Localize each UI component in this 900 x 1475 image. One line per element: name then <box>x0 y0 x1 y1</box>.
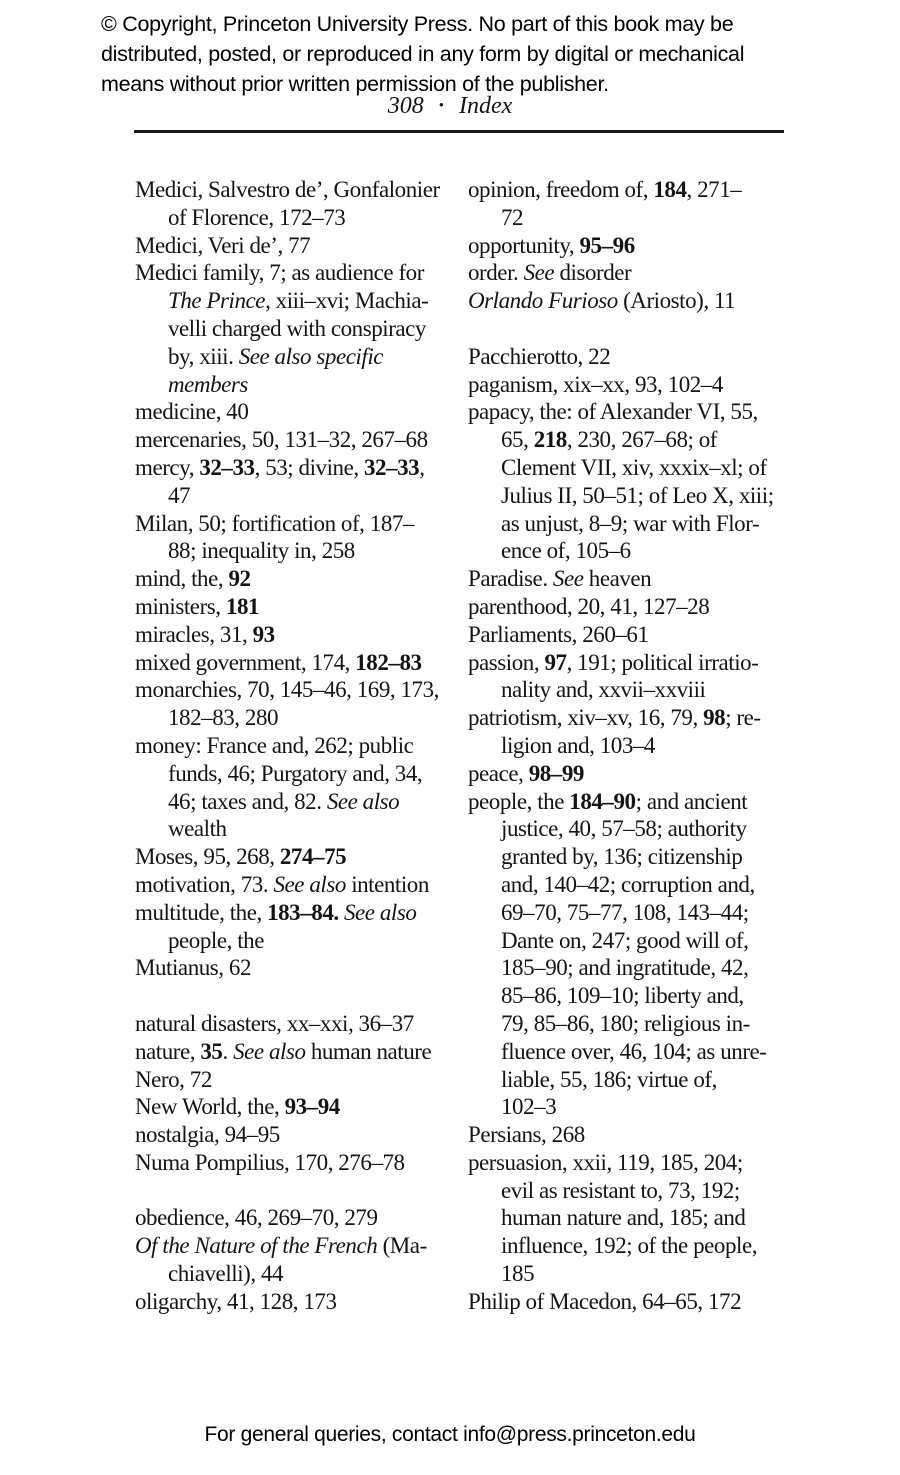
index-text-segment: Julius II, 50–51; of Leo X, xiii; <box>501 482 774 508</box>
index-text-segment: 98 <box>703 705 726 731</box>
index-line <box>468 176 808 204</box>
index-text-segment: , <box>419 454 425 480</box>
index-text-segment: See <box>523 260 555 286</box>
index-text-segment: , 53; divine, <box>254 454 364 480</box>
index-text-segment: 182–83 <box>355 649 422 675</box>
index-line <box>135 259 468 287</box>
index-line <box>468 510 808 538</box>
index-line <box>468 371 808 399</box>
index-text-segment: velli charged with conspiracy <box>168 315 426 341</box>
index-text-segment: 181 <box>225 593 260 619</box>
index-text-segment: Medici family, 7; as audience for <box>135 260 424 286</box>
index-text-segment: Orlando Furioso <box>468 288 618 314</box>
index-text-segment: mercenaries, 50, 131–32, 267–68 <box>135 427 428 453</box>
index-text-segment: patriotism, xiv–xv, 16, 79, <box>468 705 704 731</box>
index-text-segment: 93 <box>252 621 275 647</box>
index-column-left <box>135 176 468 1316</box>
index-text-segment: 102–3 <box>501 1094 557 1120</box>
index-text-segment: heaven <box>583 566 652 592</box>
index-text-segment: 79, 85–86, 180; religious in- <box>501 1010 750 1036</box>
index-line <box>468 760 808 788</box>
index-line <box>468 732 808 760</box>
index-text-segment: nality and, xxvii–xxviii <box>501 677 706 703</box>
index-text-segment: opportunity, <box>468 232 580 258</box>
index-line <box>135 899 468 927</box>
index-line <box>468 1093 808 1121</box>
index-text-segment: evil as resistant to, 73, 192; <box>501 1177 740 1203</box>
index-text-segment: human nature and, 185; and <box>501 1205 746 1231</box>
index-text-segment: . <box>222 1038 234 1064</box>
index-line <box>135 426 468 454</box>
index-text-segment: The Prince <box>168 288 266 314</box>
index-line <box>468 259 808 287</box>
index-text-segment: 184 <box>653 177 687 202</box>
index-line <box>468 1149 808 1177</box>
index-text-segment: , 191; political irratio- <box>566 649 759 675</box>
index-line <box>468 649 808 677</box>
index-text-segment: See also <box>343 899 417 925</box>
index-text-segment: wealth <box>168 816 227 842</box>
index-line <box>135 732 468 760</box>
index-text-segment: Clement VII, xiv, xxxix–xl; of <box>501 454 767 480</box>
index-line <box>468 1232 808 1260</box>
index-line <box>468 1010 808 1038</box>
index-line <box>135 204 468 232</box>
index-line <box>468 704 808 732</box>
index-line <box>135 593 468 621</box>
index-text-segment: ; re- <box>725 705 761 731</box>
index-text-segment: 184–90 <box>569 788 636 814</box>
index-text-segment: disorder <box>554 260 632 286</box>
index-line <box>135 482 468 510</box>
index-text-segment: Medici, Veri de’, 77 <box>135 232 311 258</box>
index-text-segment: Paradise. <box>468 566 553 592</box>
index-spacer <box>135 982 468 1010</box>
index-line <box>135 1204 468 1232</box>
copyright-line-2: distributed, posted, or reproduced in any form by digital or mechanical <box>101 42 745 66</box>
index-line <box>135 760 468 788</box>
index-text-segment: parenthood, 20, 41, 127–28 <box>468 593 710 619</box>
index-line <box>468 398 808 426</box>
index-text-segment: (Ma- <box>377 1233 427 1259</box>
index-text-segment: Of the Nature of the French <box>135 1233 378 1259</box>
index-text-segment: order. <box>468 260 524 286</box>
index-text-segment: of Florence, 172–73 <box>168 204 346 230</box>
index-line <box>468 871 808 899</box>
index-line <box>135 1038 468 1066</box>
index-line <box>468 482 808 510</box>
index-text-segment: 185 <box>501 1261 535 1287</box>
index-line <box>135 398 468 426</box>
index-text-segment: 72 <box>501 204 524 230</box>
index-text-segment: , xiii–xvi; Machia- <box>265 288 429 314</box>
index-text-segment: 32–33 <box>363 454 420 480</box>
index-text-segment: 92 <box>228 566 251 592</box>
index-text-segment: ministers, <box>135 593 226 619</box>
copyright-line-1: © Copyright, Princeton University Press. No part of this book may be <box>101 12 734 36</box>
index-text-segment: obedience, 46, 269–70, 279 <box>135 1205 378 1231</box>
page-title: Index <box>458 93 513 119</box>
index-line <box>135 676 468 704</box>
index-text-segment: 65, <box>501 427 534 453</box>
index-line <box>468 1204 808 1232</box>
index-line <box>468 982 808 1010</box>
index-text-segment: people, the <box>468 788 570 814</box>
footer-contact: For general queries, contact info@press.princeton.edu <box>204 1423 696 1446</box>
index-text-segment: Philip of Macedon, 64–65, 172 <box>468 1288 742 1314</box>
index-text-segment: influence, 192; of the people, <box>501 1233 758 1259</box>
running-head <box>0 93 900 120</box>
index-text-segment: Mutianus, 62 <box>135 955 251 981</box>
index-line <box>468 1177 808 1205</box>
index-text-segment: as unjust, 8–9; war with Flor- <box>501 510 760 536</box>
index-line <box>468 843 808 871</box>
index-text-segment: 95–96 <box>579 232 635 258</box>
index-text-segment: peace, <box>468 760 529 786</box>
index-text-segment: 46; taxes and, 82. <box>168 788 327 814</box>
index-text-segment: granted by, 136; citizenship <box>501 844 743 870</box>
index-text-segment: Pacchierotto, 22 <box>468 343 611 369</box>
index-line <box>135 1121 468 1149</box>
index-text-segment: chiavelli), 44 <box>168 1261 284 1287</box>
index-text-segment: funds, 46; Purgatory and, 34, <box>168 760 423 786</box>
index-text-segment: New World, the, <box>135 1094 285 1120</box>
index-text-segment: Nero, 72 <box>135 1066 212 1092</box>
index-text-segment: people, the <box>168 927 264 953</box>
index-line <box>135 815 468 843</box>
index-line <box>135 343 468 371</box>
index-line <box>468 426 808 454</box>
index-text-segment: 183–84. <box>267 899 339 925</box>
index-line <box>135 287 468 315</box>
index-line <box>135 954 468 982</box>
index-text-segment: 47 <box>168 482 191 508</box>
index-line <box>468 954 808 982</box>
index-text-segment: by, xiii. <box>168 343 239 369</box>
index-line <box>468 1066 808 1094</box>
index-text-segment: money: France and, 262; public <box>135 732 414 758</box>
index-text-segment: oligarchy, 41, 128, 173 <box>135 1288 337 1314</box>
index-text-segment: , 271– <box>686 177 742 202</box>
index-line <box>468 287 808 315</box>
index-text-segment: See <box>552 566 584 592</box>
index-text-segment: 35 <box>200 1038 223 1064</box>
index-text-segment: fluence over, 46, 104; as unre- <box>501 1038 767 1064</box>
index-text-segment: Milan, 50; fortification of, 187– <box>135 510 414 536</box>
index-line <box>135 537 468 565</box>
index-text-segment: human nature <box>305 1038 432 1064</box>
index-columns <box>135 176 808 1316</box>
index-text-segment: passion, <box>468 649 545 675</box>
index-text-segment: 69–70, 75–77, 108, 143–44; <box>501 899 749 925</box>
index-text-segment: medicine, 40 <box>135 399 249 425</box>
index-line <box>468 899 808 927</box>
index-text-segment: paganism, xix–xx, 93, 102–4 <box>468 371 723 397</box>
index-text-segment: Dante on, 247; good will of, <box>501 927 749 953</box>
index-line <box>135 788 468 816</box>
index-text-segment: 93–94 <box>284 1094 340 1120</box>
index-text-segment: ence of, 105–6 <box>501 538 631 564</box>
index-line <box>135 1149 468 1177</box>
index-text-segment: opinion, freedom of, <box>468 177 654 202</box>
index-line <box>468 343 808 371</box>
index-text-segment: papacy, the: of Alexander VI, 55, <box>468 399 758 425</box>
index-text-segment: mind, the, <box>135 566 229 592</box>
index-line <box>468 815 808 843</box>
index-line <box>135 454 468 482</box>
index-line <box>135 1010 468 1038</box>
index-text-segment: Medici, Salvestro de’, Gonfalonier <box>135 177 440 202</box>
index-text-segment: members <box>168 371 248 397</box>
index-text-segment: 185–90; and ingratitude, 42, <box>501 955 749 981</box>
index-text-segment: Numa Pompilius, 170, 276–78 <box>135 1149 405 1175</box>
index-line <box>468 204 808 232</box>
index-text-segment: 85–86, 109–10; liberty and, <box>501 983 744 1009</box>
index-line <box>468 1121 808 1149</box>
index-line <box>135 1288 468 1316</box>
index-line <box>135 704 468 732</box>
index-text-segment: See also <box>326 788 400 814</box>
index-text-segment: Persians, 268 <box>468 1122 585 1148</box>
index-text-segment: and, 140–42; corruption and, <box>501 871 755 897</box>
index-line <box>135 176 468 204</box>
index-text-segment: motivation, 73. <box>135 871 274 897</box>
index-text-segment: persuasion, xxii, 119, 185, 204; <box>468 1149 743 1175</box>
copyright-line-3: means without prior written permission of the publisher. <box>101 72 609 96</box>
index-line <box>468 232 808 260</box>
index-text-segment: justice, 40, 57–58; authority <box>501 816 747 842</box>
index-line <box>135 649 468 677</box>
index-text-segment: liable, 55, 186; virtue of, <box>501 1066 717 1092</box>
bullet-separator: • <box>438 98 444 114</box>
index-line <box>468 1038 808 1066</box>
index-line <box>468 1288 808 1316</box>
index-line <box>135 565 468 593</box>
index-text-segment: 218 <box>533 427 567 453</box>
index-line <box>135 510 468 538</box>
index-line <box>135 1232 468 1260</box>
index-text-segment: nostalgia, 94–95 <box>135 1122 280 1148</box>
index-line <box>468 454 808 482</box>
index-text-segment: ; and ancient <box>635 788 748 814</box>
index-text-segment: Moses, 95, 268, <box>135 844 280 870</box>
index-line <box>135 1093 468 1121</box>
index-text-segment: intention <box>345 871 429 897</box>
header-rule <box>134 130 784 133</box>
index-line <box>468 621 808 649</box>
index-line <box>468 1260 808 1288</box>
index-text-segment: 97 <box>544 649 567 675</box>
index-line <box>135 621 468 649</box>
index-text-segment: Parliaments, 260–61 <box>468 621 649 647</box>
index-text-segment: natural disasters, xx–xxi, 36–37 <box>135 1010 414 1036</box>
index-text-segment: See also <box>273 871 346 897</box>
index-line <box>135 843 468 871</box>
index-line <box>135 371 468 399</box>
index-line <box>135 927 468 955</box>
index-text-segment: See also specific <box>238 343 384 369</box>
index-line <box>468 676 808 704</box>
index-line <box>468 593 808 621</box>
index-text-segment: ligion and, 103–4 <box>501 732 655 758</box>
index-spacer <box>468 315 808 343</box>
index-column-right <box>468 176 808 1316</box>
index-text-segment: See also <box>233 1038 306 1064</box>
index-text-segment: mercy, <box>135 454 200 480</box>
index-line <box>135 871 468 899</box>
index-line <box>135 232 468 260</box>
index-text-segment: 32–33 <box>199 454 255 480</box>
index-text-segment: miracles, 31, <box>135 621 253 647</box>
index-text-segment: 274–75 <box>279 844 347 870</box>
index-line <box>135 1066 468 1094</box>
index-text-segment: nature, <box>135 1038 201 1064</box>
index-text-segment: 98–99 <box>528 760 584 786</box>
index-line <box>468 565 808 593</box>
page-number: 308 <box>387 93 424 119</box>
copyright-notice <box>101 9 744 99</box>
index-text-segment: 182–83, 280 <box>168 705 279 731</box>
index-text-segment: monarchies, 70, 145–46, 169, 173, <box>135 677 439 703</box>
index-line <box>468 927 808 955</box>
index-line <box>468 788 808 816</box>
index-text-segment: , 230, 267–68; of <box>566 427 718 453</box>
index-text-segment: mixed government, 174, <box>135 649 356 675</box>
index-text-segment: 88; inequality in, 258 <box>168 538 355 564</box>
index-line <box>468 537 808 565</box>
index-text-segment: (Ariosto), 11 <box>617 288 736 314</box>
index-text-segment: multitude, the, <box>135 899 268 925</box>
index-spacer <box>135 1177 468 1205</box>
index-line <box>135 1260 468 1288</box>
index-line <box>135 315 468 343</box>
